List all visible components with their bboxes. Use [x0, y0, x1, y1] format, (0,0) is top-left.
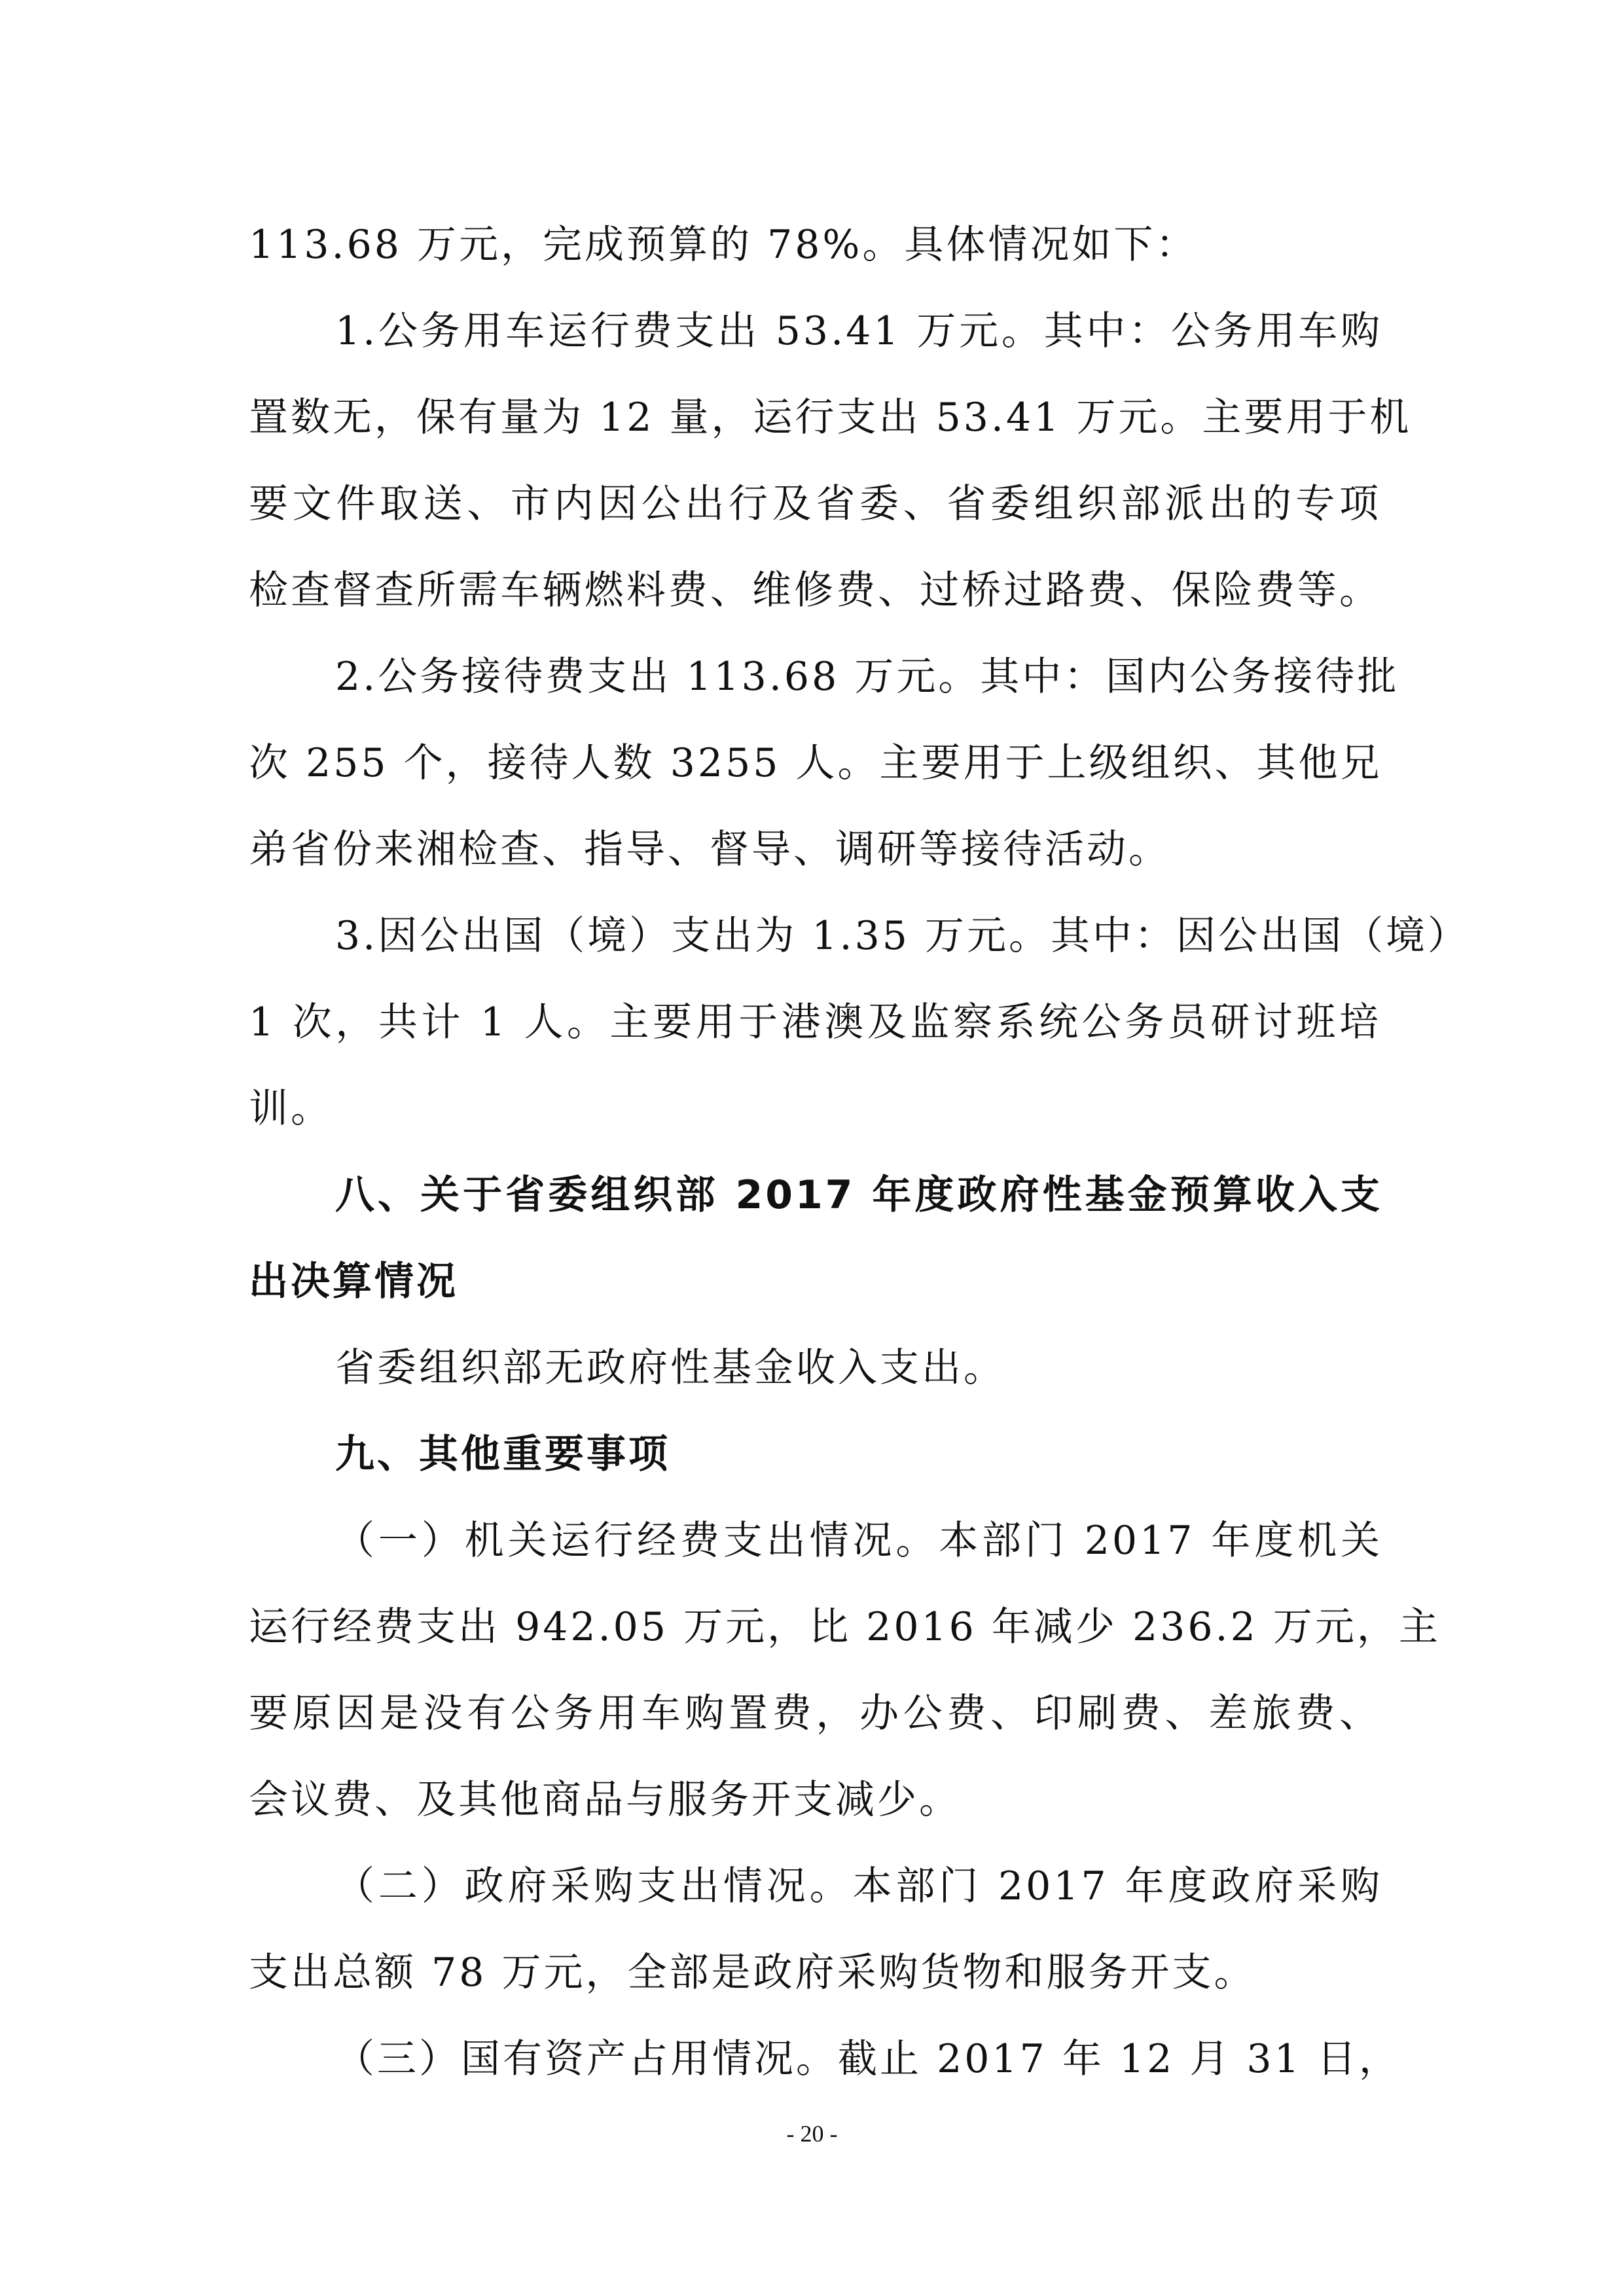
paragraph-line-2: 1.公务用车运行费支出 53.41 万元。其中：公务用车购 — [335, 308, 1382, 354]
paragraph-line-6: 2.公务接待费支出 113.68 万元。其中：国内公务接待批 — [335, 654, 1399, 700]
paragraph-line-13: （一）机关运行经费支出情况。本部门 2017 年度机关 — [335, 1518, 1382, 1564]
paragraph-line-11: 训。 — [249, 1086, 333, 1132]
paragraph-line-17: （二）政府采购支出情况。本部门 2017 年度政府采购 — [335, 1863, 1382, 1909]
paragraph-line-8: 弟省份来湘检查、指导、督导、调研等接待活动。 — [249, 827, 1170, 872]
paragraph-line-18: 支出总额 78 万元，全部是政府采购货物和服务开支。 — [249, 1950, 1256, 1996]
paragraph-line-10: 1 次，共计 1 人。主要用于港澳及监察系统公务员研讨班培 — [249, 999, 1381, 1045]
paragraph-line-19: （三）国有资产占用情况。截止 2017 年 12 月 31 日， — [335, 2036, 1401, 2082]
page-number: - 20 - — [786, 2121, 838, 2147]
paragraph-line-1: 113.68 万元，完成预算的 78%。具体情况如下： — [249, 222, 1198, 268]
section-heading-8-line-2: 出决算情况 — [249, 1259, 458, 1304]
paragraph-line-3: 置数无，保有量为 12 量，运行支出 53.41 万元。主要用于机 — [249, 395, 1412, 440]
paragraph-line-9: 3.因公出国（境）支出为 1.35 万元。其中：因公出国（境） — [335, 913, 1470, 959]
paragraph-line-4: 要文件取送、市内因公出行及省委、省委组织部派出的专项 — [249, 481, 1381, 527]
paragraph-line-12: 省委组织部无政府性基金收入支出。 — [335, 1345, 1005, 1391]
paragraph-line-15: 要原因是没有公务用车购置费，办公费、印刷费、差旅费、 — [249, 1691, 1381, 1736]
section-heading-9: 九、其他重要事项 — [335, 1431, 670, 1477]
paragraph-line-14: 运行经费支出 942.05 万元，比 2016 年减少 236.2 万元，主 — [249, 1604, 1441, 1650]
paragraph-line-16: 会议费、及其他商品与服务开支减少。 — [249, 1777, 961, 1823]
paragraph-line-7: 次 255 个，接待人数 3255 人。主要用于上级组织、其他兄 — [249, 740, 1382, 786]
paragraph-line-5: 检查督查所需车辆燃料费、维修费、过桥过路费、保险费等。 — [249, 567, 1381, 613]
section-heading-8-line-1: 八、关于省委组织部 2017 年度政府性基金预算收入支 — [335, 1172, 1382, 1218]
